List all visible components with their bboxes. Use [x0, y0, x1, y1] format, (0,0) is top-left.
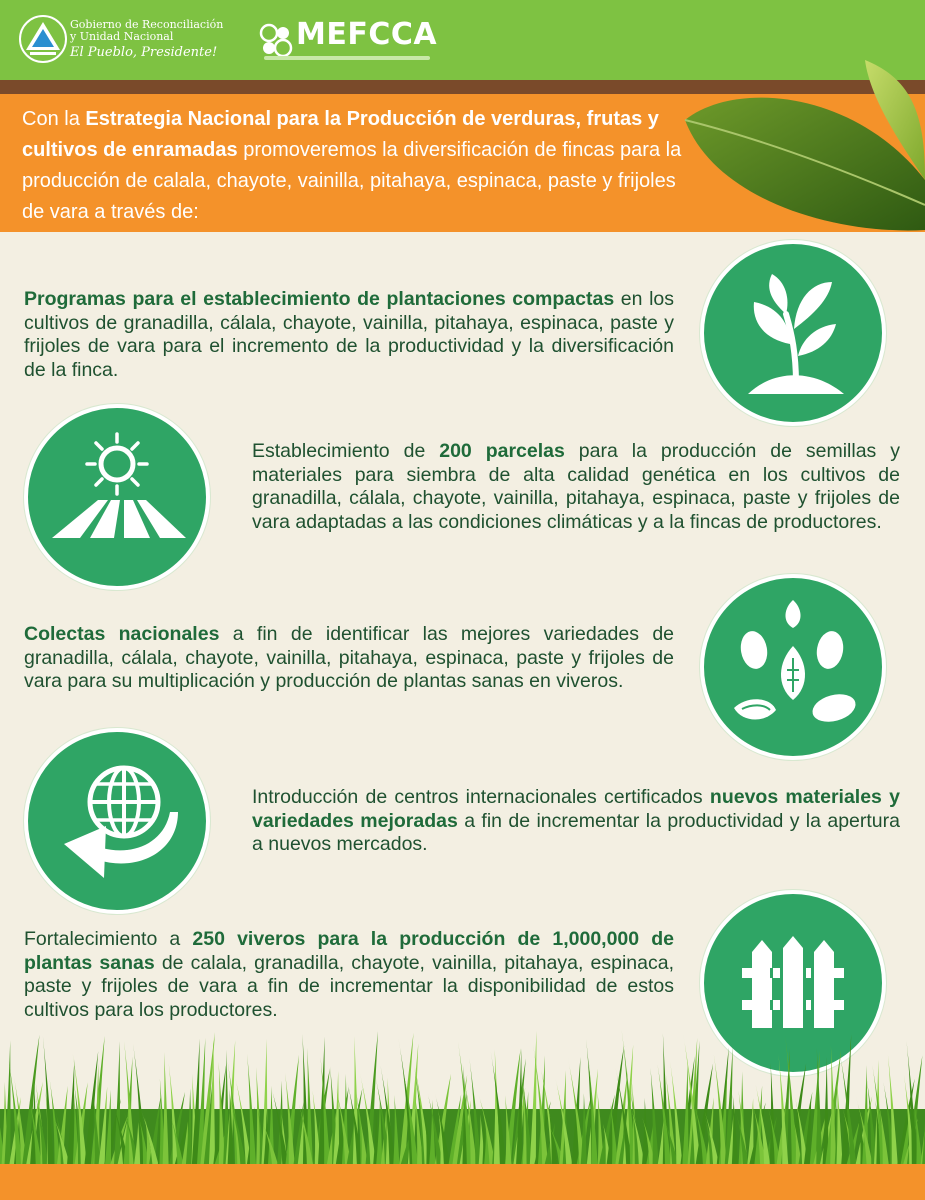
item-4-pre: Introducción de centros internacionales certificados: [252, 786, 710, 808]
footer-bar: [0, 1164, 925, 1200]
mefcca-tagline-strip: [264, 56, 430, 60]
gov-slogan: El Pueblo, Presidente!: [70, 45, 218, 60]
item-2-pre: Establecimiento de: [252, 440, 440, 462]
circle-4: [24, 728, 210, 914]
gov-line-1: Gobierno de Reconciliación: [70, 18, 224, 31]
item-2-text: para la producción de semillas y materiales para siembra de alta calidad genética en los cultivos de granadilla, cálala, chayote, vainilla, pitahaya, espinaca, paste y frijoles de vara adaptadas a las condiciones climáticas y a la fincas de productores.: [252, 440, 900, 533]
government-name: [70, 19, 223, 59]
item-5-text: de calala, granadilla, chayote, vainilla, pitahaya, espinaca, paste y frijoles de vara a fin de incrementar la disponibilidad de estos cultivos para los productores.: [24, 951, 675, 1021]
item-new-materials: [252, 786, 900, 857]
sun-field-icon: [28, 408, 206, 586]
item-nurseries: [24, 928, 674, 1022]
item-2-bold: 200 parcelas: [439, 440, 565, 462]
item-4-bold: nuevos materiales y variedades mejoradas: [252, 786, 900, 832]
government-logo: [18, 14, 68, 64]
item-200-parcels: [252, 440, 900, 534]
circle-3: [700, 574, 886, 760]
intro-prefix: Con la: [22, 108, 86, 130]
circle-2: [24, 404, 210, 590]
intro-bold: Estrategia Nacional para la Producción de verduras, frutas y cultivos de enramadas: [22, 108, 659, 161]
item-5-bold: 250 viveros para la producción de 1,000,000 de plantas sanas: [24, 928, 675, 974]
intro-text: [22, 104, 702, 228]
grass-decoration: [0, 1014, 925, 1164]
globe-arrow-icon: [28, 732, 206, 910]
sprout-icon: [704, 244, 882, 422]
item-compact-plantations: [24, 288, 674, 382]
item-5-pre: Fortalecimiento a: [24, 928, 193, 950]
leaf-decoration: [675, 60, 925, 240]
item-national-collections: [24, 623, 674, 694]
item-3-text: a fin de identificar las mejores variedades de granadilla, cálala, chayote, vainilla, pitahaya, espinaca, paste y frijoles de vara para su multiplicación y producción de plantas sanas en viveros.: [24, 623, 675, 692]
intro-rest: promoveremos la diversificación de fincas para la producción de calala, chayote, vainilla, pitahaya, espinaca, paste y frijoles de vara a través de:: [22, 139, 682, 223]
gov-line-2: y Unidad Nacional: [70, 30, 174, 43]
item-4-text: a fin de incrementar la productividad y la apertura a nuevos mercados.: [252, 809, 900, 855]
seeds-icon: [704, 578, 882, 756]
item-1-bold: Programas para el establecimiento de plantaciones compactas: [24, 288, 615, 310]
mefcca-logo-icon: [256, 20, 296, 60]
circle-1: [700, 240, 886, 426]
item-1-text: en los cultivos de granadilla, cálala, chayote, vainilla, pitahaya, espinaca, paste y frijoles de vara para el incremento de la productividad y la diversificación de la finca.: [24, 288, 674, 381]
mefcca-brand: MEFCCA: [296, 17, 438, 52]
item-3-bold: Colectas nacionales: [24, 623, 220, 645]
